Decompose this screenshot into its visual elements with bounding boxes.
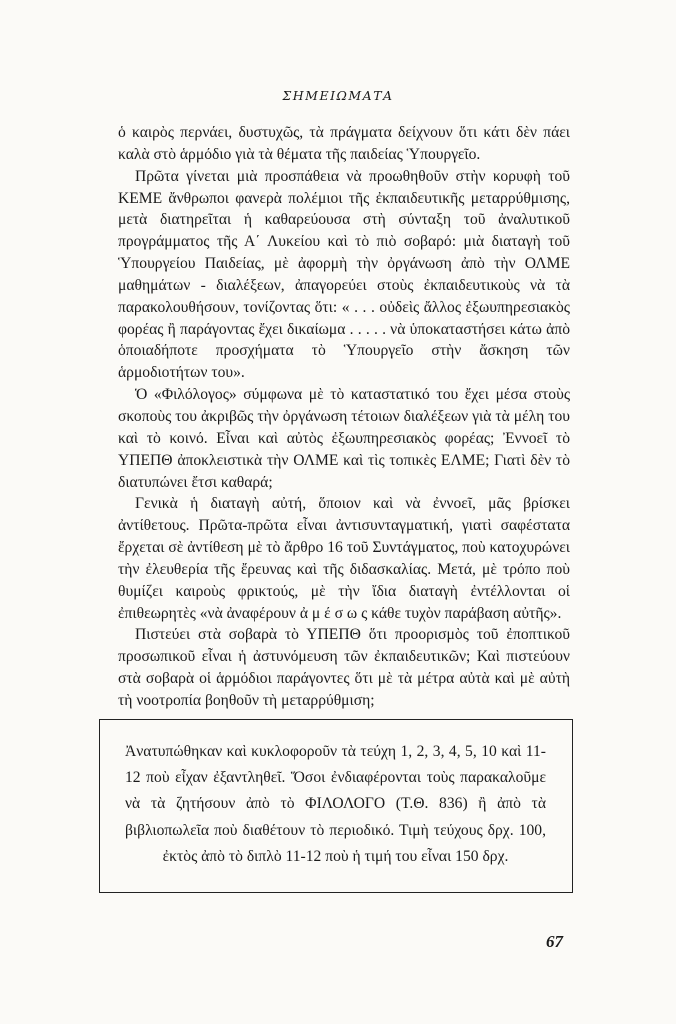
running-header: ΣΗΜΕΙΩΜΑΤΑ	[282, 88, 394, 103]
reprint-notice-box	[99, 719, 573, 893]
article-body	[118, 122, 570, 712]
paragraph-3: Ὁ «Φιλόλογος» σύμφωνα μὲ τὸ καταστατικό του ἔχει μέσα στοὺς σκοποὺς του ἀκριβῶς τὴν ὀργάνωση τέτοιων διαλέξεων γιὰ τὰ μέλη του καὶ τὸ κοινό. Εἶναι καὶ αὐτὸς ἐξωυπηρεσιακὸς φορέας; Ἐννοεῖ τὸ ΥΠΕΠΘ ἀποκλειστικὰ τὴν ΟΛΜΕ καὶ τὶς τοπικὲς ΕΛΜΕ; Γιατὶ δὲν τὸ διατυπώνει ἔτσι καθαρά;	[118, 386, 570, 491]
reprint-notice-text: Ἀνατυπώθηκαν καὶ κυκλοφοροῦν τὰ τεύχη 1, 2, 3, 4, 5, 10 καὶ 11-12 ποὺ εἶχαν ἐξαντληθεῖ. Ὅσοι ἐνδιαφέρονται τοὺς παρακαλοῦμε νὰ τὰ ζητήσουν ἀπὸ τὸ ΦΙΛΟΛΟΓΟ (Τ.Θ. 836) ἢ ἀπὸ τὰ βιβλιοπωλεῖα ποὺ διαθέτουν τὸ περιοδικό. Τιμὴ τεύχους δρχ. 100, ἐκτὸς ἀπὸ τὸ διπλὸ 11-12 ποὺ ἡ τιμή του εἶναι 150 δρχ.	[125, 743, 546, 865]
paragraph-1: ὁ καιρὸς περνάει, δυστυχῶς, τὰ πράγματα δείχνουν ὅτι κάτι δὲν πάει καλὰ στὸ ἁρμόδιο γιὰ τὰ θέματα τῆς παιδείας Ὑπουργεῖο.	[118, 124, 570, 163]
paragraph-4: Γενικὰ ἡ διαταγὴ αὐτή, ὅποιον καὶ νὰ ἐννοεῖ, μᾶς βρίσκει ἀντίθετους. Πρῶτα-πρῶτα εἶναι ἀντισυνταγματική, γιατὶ σαφέστατα ἔρχεται σὲ ἀντίθεση μὲ τὸ ἄρθρο 16 τοῦ Συντάγματος, ποὺ κατοχυρώνει τὴν ἐλευθερία τῆς ἔρευνας καὶ τῆς διδασκαλίας. Μετά, μὲ τρόπο ποὺ θυμίζει καιροὺς φρικτούς, μὲ τὴν ἴδια διαταγὴ ἐντέλλονται οἱ ἐπιθεωρητὲς «νὰ ἀναφέρουν ἀ μ έ σ ω ς κάθε τυχὸν παράβαση αὐτῆς».	[118, 495, 570, 622]
paragraph-2: Πρῶτα γίνεται μιὰ προσπάθεια νὰ προωθηθοῦν στὴν κορυφὴ τοῦ ΚΕΜΕ ἄνθρωποι φανερὰ πολέμιοι τῆς ἐκπαιδευτικῆς μεταρρύθμισης, μετὰ διατηρεῖται ἡ καθαρεύουσα στὴ σύνταξη τοῦ ἀναλυτικοῦ προγράμματος τῆς Α΄ Λυκείου καὶ τὸ πιὸ σοβαρό: μιὰ διαταγὴ τοῦ Ὑπουργείου Παιδείας, μὲ ἀφορμὴ τὴν ὀργάνωση ἀπὸ τὴν ΟΛΜΕ μαθημάτων - διαλέξεων, ἀπαγορεύει στοὺς ἐκπαιδευτικοὺς νὰ τὰ παρακολουθήσουν, τονίζοντας ὅτι: « . . . οὐδεὶς ἄλλος ἐξωυπηρεσιακὸς φορέας ἢ παράγοντας ἔχει δικαίωμα . . . . . νὰ ὑποκαταστήσει κάτω ἀπὸ ὁποιαδήποτε προσχήματα τὸ Ὑπουργεῖο στὴν ἄσκηση τῶν ἁρμοδιοτήτων του».	[118, 167, 570, 382]
page-number: 67	[546, 932, 563, 951]
paragraph-5: Πιστεύει στὰ σοβαρὰ τὸ ΥΠΕΠΘ ὅτι προορισμὸς τοῦ ἐποπτικοῦ προσωπικοῦ εἶναι ἡ ἀστυνόμευση τῶν ἐκπαιδευτικῶν; Καὶ πιστεύουν στὰ σοβαρὰ οἱ ἁρμόδιοι παράγοντες ὅτι μὲ τὰ μέτρα αὐτὰ καὶ μὲ αὐτὴ τὴ νοοτροπία βοηθοῦν τὴ μεταρρύθμιση;	[118, 626, 570, 709]
